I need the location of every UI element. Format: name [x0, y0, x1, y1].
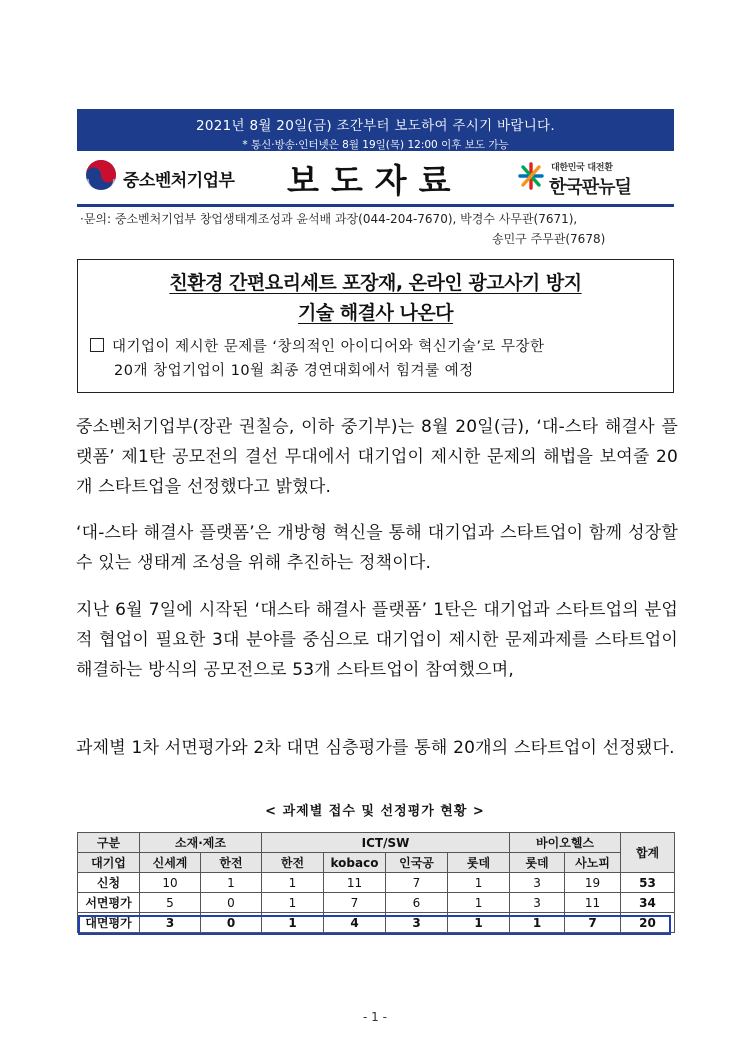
header-group-materials: 소재·제조	[140, 833, 262, 853]
new-deal-wordmark: 한국판뉴딜	[549, 177, 631, 198]
total-cell: 20	[621, 913, 675, 933]
table-cell: 1	[201, 873, 262, 893]
header-group-bio: 바이오헬스	[510, 833, 621, 853]
korean-new-deal-logo-icon	[517, 161, 545, 191]
total-cell: 53	[621, 873, 675, 893]
contact-info	[80, 209, 606, 246]
summary-bullet: 대기업이 제시한 문제를 ‘창의적인 아이디어와 혁신기술’로 무장한 20개 창업기업이 10월 최종 경연대회에서 힘겨룰 예정	[90, 335, 545, 383]
header-total: 합계	[621, 833, 675, 873]
table-cell: 7	[565, 913, 621, 933]
table-header-row-1	[78, 833, 675, 853]
new-deal-slogan: 대한민국 대전환	[551, 163, 613, 173]
contact-line-2: 송민구 주무관(7678)	[492, 232, 606, 246]
table-cell: 1	[448, 893, 510, 913]
headline-box	[77, 259, 674, 393]
table-cell: 7	[386, 873, 448, 893]
ministry-name: 중소벤처기업부	[123, 171, 235, 191]
contact-line-1: ·문의: 중소벤처기업부 창업생태계조성과 윤석배 과장(044-204-7670), 박경수 사무관(7671),	[80, 212, 578, 226]
headline-line-1: 친환경 간편요리세트 포장재, 온라인 광고사기 방지	[169, 272, 582, 294]
company-cell: kobaco	[324, 853, 386, 873]
company-cell: 한전	[262, 853, 324, 873]
table-caption: < 과제별 접수 및 선정평가 현황 >	[265, 804, 485, 819]
table-row	[78, 873, 675, 893]
table-cell: 5	[140, 893, 201, 913]
embargo-line-1: 2021년 8월 20일(금) 조간부터 보도하여 주시기 바랍니다.	[196, 118, 555, 134]
row-label: 대면평가	[78, 913, 140, 933]
table-cell: 1	[448, 913, 510, 933]
body-paragraph-1: 중소벤처기업부(장관 권칠승, 이하 중기부)는 8월 20일(금), ‘대-스타 해결사 플랫폼’ 제1탄 공모전의 결선 무대에서 대기업이 제시한 문제의 해법을 보여줄 20개 스타트업을 선정했다고 밝혔다.	[76, 417, 678, 497]
total-cell: 34	[621, 893, 675, 913]
table-cell: 3	[386, 913, 448, 933]
header-category: 구분	[78, 833, 140, 853]
table-header-row-2	[78, 853, 675, 873]
table-cell: 1	[510, 913, 565, 933]
table-cell: 3	[510, 893, 565, 913]
table-cell: 1	[448, 873, 510, 893]
header-group-ict: ICT/SW	[262, 833, 510, 853]
embargo-banner	[77, 109, 674, 151]
header-rule	[77, 204, 674, 207]
table-cell: 11	[565, 893, 621, 913]
page-number: - 1 -	[363, 1010, 387, 1024]
taegeuk-logo-icon	[85, 159, 117, 191]
table-row	[78, 893, 675, 913]
square-bullet-icon	[90, 338, 104, 352]
company-cell: 인국공	[386, 853, 448, 873]
company-cell: 한전	[201, 853, 262, 873]
table-cell: 4	[324, 913, 386, 933]
body-paragraph-4: 과제별 1차 서면평가와 2차 대면 심층평가를 통해 20개의 스타트업이 선정됐다.	[76, 738, 675, 758]
company-cell: 신세계	[140, 853, 201, 873]
row-label: 서면평가	[78, 893, 140, 913]
table-cell: 0	[201, 913, 262, 933]
table-cell: 6	[386, 893, 448, 913]
headline-line-2: 기술 해결사 나온다	[297, 302, 454, 324]
table-cell: 1	[262, 893, 324, 913]
table-cell: 1	[262, 913, 324, 933]
table-cell: 0	[201, 893, 262, 913]
press-release-title: 보도자료	[287, 161, 463, 200]
company-cell: 롯데	[510, 853, 565, 873]
evaluation-table	[77, 832, 675, 933]
table-row-highlighted	[78, 913, 675, 933]
table-cell: 3	[140, 913, 201, 933]
row-label: 신청	[78, 873, 140, 893]
table-cell: 3	[510, 873, 565, 893]
body-paragraph-2: ‘대-스타 해결사 플랫폼’은 개방형 혁신을 통해 대기업과 스타트업이 함께 성장할 수 있는 생태계 조성을 위해 추진하는 정책이다.	[76, 523, 678, 573]
table-cell: 1	[262, 873, 324, 893]
table-cell: 10	[140, 873, 201, 893]
body-paragraph-3: 지난 6월 7일에 시작된 ‘대스타 해결사 플랫폼’ 1탄은 대기업과 스타트업의 분업적 협업이 필요한 3대 분야를 중심으로 대기업이 제시한 문제과제를 스타트업이 해결하는 방식의 공모전으로 53개 스타트업이 참여했으며,	[76, 600, 678, 680]
company-cell: 롯데	[448, 853, 510, 873]
table-cell: 11	[324, 873, 386, 893]
press-header	[77, 153, 674, 203]
table-cell: 19	[565, 873, 621, 893]
table-cell: 7	[324, 893, 386, 913]
company-cell: 사노피	[565, 853, 621, 873]
embargo-line-2: * 통신·방송·인터넷은 8월 19일(목) 12:00 이후 보도 가능	[242, 139, 509, 151]
header-company: 대기업	[78, 853, 140, 873]
